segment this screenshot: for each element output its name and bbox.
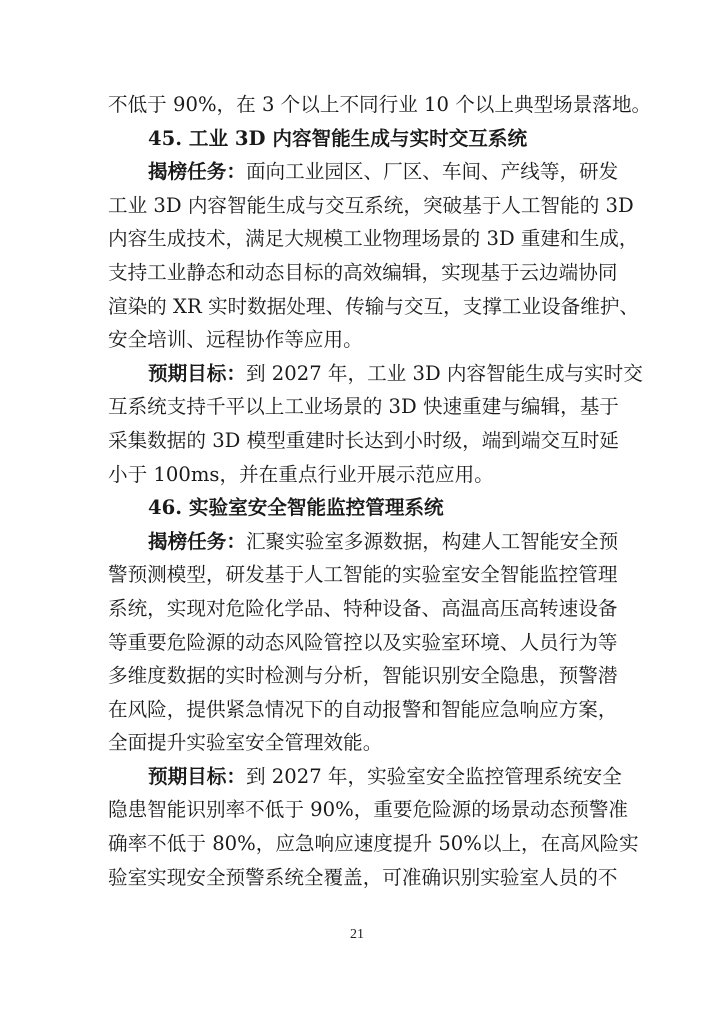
task-paragraph-45-line-6 (108, 323, 604, 357)
text-line: 不低于 90%，在 3 个以上不同行业 10 个以上典型场景落地。 (108, 93, 652, 116)
heading-text: 45. 工业 3D 内容智能生成与实时交互系统 (148, 126, 528, 150)
goal-paragraph-45-line-2 (108, 390, 619, 424)
task-paragraph-46-line-6 (108, 693, 618, 727)
task-paragraph-46-line-2 (108, 558, 618, 592)
text-line: 到 2027 年，工业 3D 内容智能生成与实时交 (245, 361, 643, 385)
page-number: 21 (350, 927, 364, 942)
document-page (108, 88, 652, 894)
text-line: 渲染的 XR 实时数据处理、传输与交互，支撑工业设备维护、 (108, 294, 640, 318)
task-label: 揭榜任务： (148, 160, 246, 184)
text-line: 安全培训、远程协作等应用。 (108, 328, 363, 352)
text-line: 等重要危险源的动态风险管控以及实验室环境、人员行为等 (108, 630, 618, 654)
text-line: 警预测模型，研发基于人工智能的实验室安全智能监控管理 (108, 563, 618, 587)
text-line: 验室实现安全预警系统全覆盖，可准确识别实验室人员的不 (108, 865, 618, 889)
text-line: 到 2027 年，实验室安全监控管理系统安全 (245, 764, 622, 788)
goal-paragraph-45-line-1 (108, 357, 643, 391)
goal-paragraph-46-line-1 (108, 760, 622, 794)
goal-paragraph-46-line-3 (108, 827, 639, 861)
task-paragraph-46-line-3 (108, 592, 618, 626)
text-line: 全面提升实验室安全管理效能。 (108, 731, 383, 755)
task-paragraph-46-line-7 (108, 726, 604, 760)
goal-label: 预期目标： (148, 764, 246, 788)
text-line: 互系统支持千平以上工业场景的 3D 快速重建与编辑，基于 (108, 395, 619, 419)
text-line: 内容生成技术，满足大规模工业物理场景的 3D 重建和生成， (108, 227, 639, 251)
task-label: 揭榜任务： (148, 529, 246, 553)
goal-label: 预期目标： (148, 361, 246, 385)
task-paragraph-46-line-5 (108, 659, 618, 693)
task-paragraph-46-line-4 (108, 626, 618, 660)
goal-paragraph-45-line-4 (108, 458, 604, 492)
text-line: 面向工业园区、厂区、车间、产线等，研发 (245, 160, 619, 184)
heading-text: 46. 实验室安全智能监控管理系统 (148, 496, 444, 520)
text-line: 支持工业静态和动态目标的高效编辑，实现基于云边端协同 (108, 260, 618, 284)
text-line: 小于 100ms，并在重点行业开展示范应用。 (108, 462, 494, 486)
task-paragraph-45-line-2 (108, 189, 634, 223)
goal-paragraph-45-line-3 (108, 424, 619, 458)
text-line: 多维度数据的实时检测与分析，智能识别安全隐患，预警潜 (108, 664, 618, 688)
task-paragraph-45-line-4 (108, 256, 618, 290)
text-line: 汇聚实验室多源数据，构建人工智能安全预 (245, 529, 619, 553)
task-paragraph-45-line-5 (108, 290, 640, 324)
section-heading-45 (108, 122, 604, 156)
goal-paragraph-46-line-2 (108, 793, 629, 827)
task-paragraph-45-line-1 (108, 155, 619, 189)
text-line: 确率不低于 80%，应急响应速度提升 50%以上，在高风险实 (108, 832, 639, 856)
text-line: 工业 3D 内容智能生成与交互系统，突破基于人工智能的 3D (108, 193, 634, 217)
text-line: 采集数据的 3D 模型重建时长达到小时级，端到端交互时延 (108, 428, 619, 452)
paragraph-continuation (108, 88, 652, 122)
text-line: 系统，实现对危险化学品、特种设备、高温高压高转速设备 (108, 596, 618, 620)
task-paragraph-45-line-3 (108, 222, 639, 256)
task-paragraph-46-line-1 (108, 525, 619, 559)
goal-paragraph-46-line-4 (108, 861, 618, 895)
text-line: 在风险，提供紧急情况下的自动报警和智能应急响应方案， (108, 697, 618, 721)
section-heading-46 (108, 491, 604, 525)
text-line: 隐患智能识别率不低于 90%，重要危险源的场景动态预警准 (108, 798, 629, 822)
